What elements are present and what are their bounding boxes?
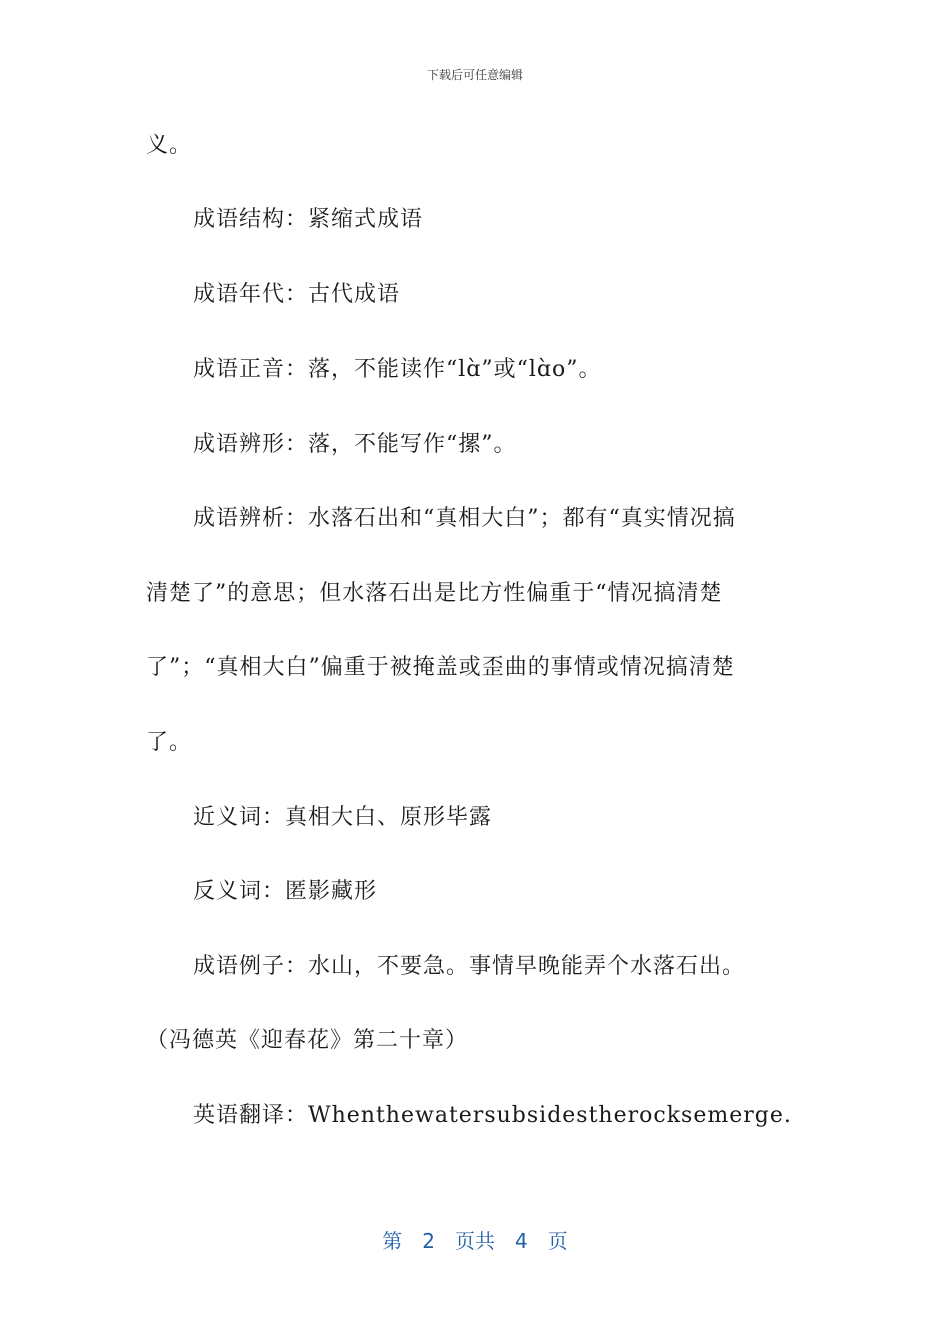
footer-page-end-label: 页 (547, 1229, 568, 1253)
footer-page-label: 第 (382, 1229, 403, 1253)
body-line-4: 成语正音：落，不能读作“lɑ̀”或“lɑ̀o”。 (193, 357, 602, 382)
body-line-11: 反义词：匿影藏形 (193, 879, 378, 904)
body-line-7: 清楚了”的意思；但水落石出是比方性偏重于“情况搞清楚 (146, 581, 723, 606)
body-line-2: 成语结构：紧缩式成语 (193, 207, 424, 232)
footer-of-label: 页共 (455, 1229, 495, 1253)
body-line-3: 成语年代：古代成语 (193, 282, 401, 307)
page-footer (0, 1225, 950, 1254)
footer-current-page: 2 (422, 1229, 435, 1253)
footer-total-pages: 4 (515, 1229, 528, 1253)
page-header: 下载后可任意编辑 (426, 68, 523, 82)
body-line-5: 成语辨形：落，不能写作“摞”。 (193, 432, 517, 457)
body-line-6: 成语辨析：水落石出和“真相大白”；都有“真实情况搞 (193, 506, 736, 531)
body-line-14: 英语翻译：Whenthewatersubsidestherocksemerge. (193, 1103, 792, 1128)
body-line-10: 近义词：真相大白、原形毕露 (193, 805, 493, 830)
body-line-9: 了。 (146, 730, 193, 755)
body-line-13: （冯德英《迎春花》第二十章） (146, 1028, 469, 1053)
body-line-1: 义。 (146, 133, 193, 158)
body-line-12: 成语例子：水山，不要急。事情早晚能弄个水落石出。 (193, 954, 746, 979)
body-line-8: 了”；“真相大白”偏重于被掩盖或歪曲的事情或情况搞清楚 (146, 655, 735, 680)
